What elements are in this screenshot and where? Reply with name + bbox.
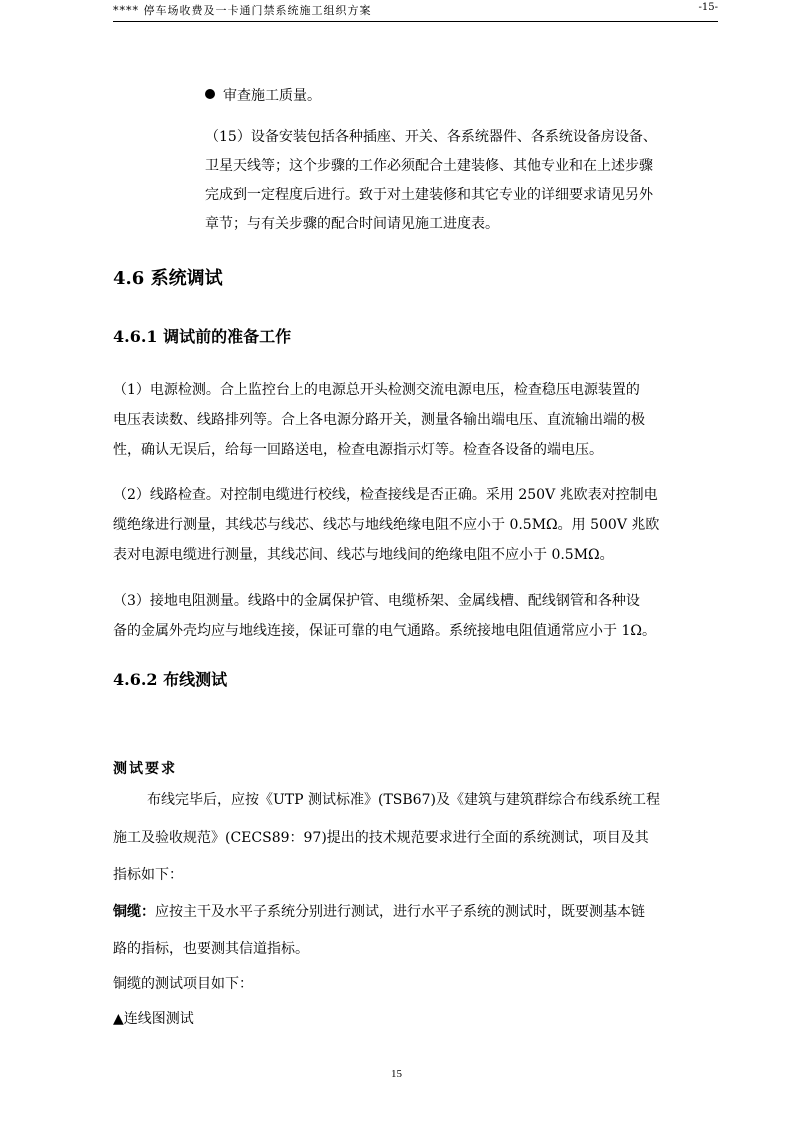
test-requirements-heading: 测试要求 [113, 760, 177, 776]
bullet-text: 审查施工质量。 [223, 88, 321, 104]
copper-items-intro: 铜缆的测试项目如下： [113, 976, 253, 992]
para-15-line: （15）设备安装包括各种插座、开关、各系统器件、各系统设备房设备、 [205, 129, 657, 145]
bullet-item [205, 85, 321, 105]
para-2-line: 缆绝缘进行测量，其线芯与线芯、线芯与地线绝缘电阻不应小于 0.5MΩ。用 500V 兆欧 [113, 517, 660, 533]
header-title: **** 停车场收费及一卡通门禁系统施工组织方案 [113, 4, 372, 17]
para-15-line: 卫星天线等；这个步骤的工作必须配合土建装修、其他专业和在上述步骤 [205, 158, 653, 174]
copper-label: 铜缆： [113, 904, 155, 920]
section-number: 4.6.1 [113, 327, 158, 346]
para-15-line: 完成到一定程度后进行。致于对土建装修和其它专业的详细要求请见另外 [205, 187, 653, 203]
para-1-line: （1）电源检测。合上监控台上的电源总开头检测交流电源电压，检查稳压电源装置的 [113, 382, 640, 398]
header-page-label: -15- [698, 2, 718, 13]
header-divider [113, 21, 718, 22]
test-req-line: 指标如下： [113, 867, 183, 883]
para-1-line: 电压表读数、线路排列等。合上各电源分路开关，测量各输出端电压、直流输出端的极 [113, 412, 645, 428]
copper-line: 路的指标，也要测其信道指标。 [113, 941, 309, 957]
page-header [113, 2, 718, 20]
section-heading-4-6 [113, 264, 223, 290]
section-title: 布线测试 [163, 670, 228, 689]
test-req-line: 布线完毕后，应按《UTP 测试标准》(TSB67)及《建筑与建筑群综合布线系统工程 [147, 792, 660, 808]
para-2-line: （2）线路检查。对控制电缆进行校线，检查接线是否正确。采用 250V 兆欧表对控制电 [113, 487, 658, 503]
bullet-dot-icon [205, 89, 215, 99]
copper-text: 应按主干及水平子系统分别进行测试，进行水平子系统的测试时，既要测基本链 [155, 904, 645, 920]
section-heading-4-6-2 [113, 667, 227, 690]
copper-item-wiremap-test: ▲连线图测试 [113, 1011, 194, 1027]
section-number: 4.6 [113, 268, 145, 289]
para-3-line: 备的金属外壳均应与地线连接，保证可靠的电气通路。系统接地电阻值通常应小于 1Ω。 [113, 623, 656, 639]
page-footer-number: 15 [391, 1068, 402, 1080]
para-15-line: 章节；与有关步骤的配合时间请见施工进度表。 [205, 216, 499, 232]
copper-line [113, 897, 645, 927]
section-number: 4.6.2 [113, 670, 158, 689]
para-2-line: 表对电源电缆进行测量，其线芯间、线芯与地线间的绝缘电阻不应小于 0.5MΩ。 [113, 547, 614, 563]
section-title: 系统调试 [150, 268, 223, 289]
para-1-line: 性，确认无误后，给每一回路送电，检查电源指示灯等。检查各设备的端电压。 [113, 442, 603, 458]
para-3-line: （3）接地电阻测量。线路中的金属保护管、电缆桥架、金属线槽、配线钢管和各种设 [113, 593, 640, 609]
section-heading-4-6-1 [113, 324, 291, 347]
section-title: 调试前的准备工作 [163, 327, 292, 346]
test-req-line: 施工及验收规范》(CECS89：97)提出的技术规范要求进行全面的系统测试，项目及其 [113, 830, 649, 846]
